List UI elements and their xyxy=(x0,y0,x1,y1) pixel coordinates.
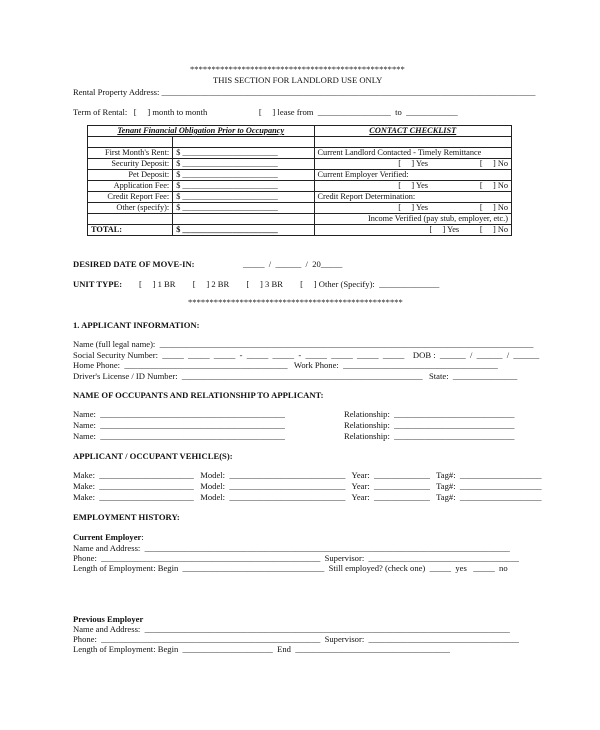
landlord-section-title: THIS SECTION FOR LANDLORD USE ONLY xyxy=(213,75,383,85)
fee-label: Pet Deposit: xyxy=(88,170,173,181)
current-employer-phone-field[interactable]: Phone: ___________________________________________________ Supervisor: ___________________________________ xyxy=(73,553,519,563)
checklist-checkboxes[interactable]: [ ] Yes [ ] No xyxy=(314,181,511,192)
fee-amount-field[interactable]: $ _______________________ xyxy=(173,148,314,159)
table-row xyxy=(88,181,512,192)
previous-employment-length-field[interactable]: Length of Employment: Begin _____________________ End ____________________________________ xyxy=(73,644,450,654)
rental-property-address-field[interactable]: Rental Property Address: _______________________________________________________________________________________ xyxy=(73,87,536,97)
checklist-item: Current Employer Verified: xyxy=(314,170,511,181)
move-in-label: DESIRED DATE OF MOVE-IN: xyxy=(73,259,195,269)
fee-amount-field[interactable]: $ _______________________ xyxy=(173,170,314,181)
table-row xyxy=(88,159,512,170)
occupants-heading: NAME OF OCCUPANTS AND RELATIONSHIP TO APPLICANT: xyxy=(73,390,324,400)
occupant-name-field[interactable]: Name: ___________________________________________ xyxy=(73,420,285,430)
checklist-checkboxes[interactable]: [ ] Yes [ ] No xyxy=(314,159,511,170)
checklist-checkboxes[interactable]: [ ] Yes [ ] No xyxy=(314,225,511,236)
previous-employer-phone-field[interactable]: Phone: ___________________________________________________ Supervisor: ___________________________________ xyxy=(73,634,519,644)
vehicle-row[interactable]: Make: ______________________ Model: ___________________________ Year: _____________ Tag#: ___________________ xyxy=(73,470,542,480)
table-header-row xyxy=(88,126,512,137)
vehicles-heading: APPLICANT / OCCUPANT VEHICLE(S): xyxy=(73,451,233,461)
fee-amount-field[interactable] xyxy=(173,137,314,148)
occupant-relationship-field[interactable]: Relationship: ____________________________ xyxy=(344,409,515,419)
drivers-license-field[interactable]: Driver's License / ID Number: ________________________________________________________ State: _______________ xyxy=(73,371,518,381)
unit-type-label: UNIT TYPE: xyxy=(73,279,123,289)
financial-obligation-table xyxy=(87,125,512,236)
fee-amount-field[interactable]: $ _______________________ xyxy=(173,203,314,214)
checklist-checkboxes[interactable]: [ ] Yes [ ] No xyxy=(314,203,511,214)
table-row xyxy=(88,203,512,214)
fee-label: First Month's Rent: xyxy=(88,148,173,159)
fee-label: Other (specify): xyxy=(88,203,173,214)
move-in-date-field[interactable]: _____ / ______ / 20_____ xyxy=(243,259,343,269)
vehicle-row[interactable]: Make: ______________________ Model: ___________________________ Year: _____________ Tag#: ___________________ xyxy=(73,492,542,502)
stars-divider-mid: ************************************************** xyxy=(188,297,403,307)
vehicle-row[interactable]: Make: ______________________ Model: ___________________________ Year: _____________ Tag#: ___________________ xyxy=(73,481,542,491)
table-row xyxy=(88,214,512,225)
table-row xyxy=(88,170,512,181)
checklist-item: Current Landlord Contacted - Timely Remittance xyxy=(314,148,511,159)
total-amount-field[interactable]: $ _______________________ xyxy=(173,225,314,236)
checklist-item: Credit Report Determination: xyxy=(314,192,511,203)
occupant-name-field[interactable]: Name: ___________________________________________ xyxy=(73,431,285,441)
stars-divider-top: ************************************************** xyxy=(190,64,405,74)
total-label: TOTAL: xyxy=(88,225,173,236)
ssn-dob-field[interactable]: Social Security Number: _____ _____ _____ - _____ _____ - _____ _____ _____ _____ DOB : ______ / ______ / ______ xyxy=(73,350,540,360)
current-employer-label: Current Employer xyxy=(73,532,142,542)
fee-amount-field[interactable]: $ _______________________ xyxy=(173,192,314,203)
fee-amount-field[interactable]: $ _______________________ xyxy=(173,181,314,192)
fee-label xyxy=(88,137,173,148)
occupant-relationship-field[interactable]: Relationship: ____________________________ xyxy=(344,420,515,430)
table-row xyxy=(88,192,512,203)
fee-label: Security Deposit: xyxy=(88,159,173,170)
checklist-item: Income Verified (pay stub, employer, etc.) xyxy=(314,214,511,225)
occupant-name-field[interactable]: Name: ___________________________________________ xyxy=(73,409,285,419)
table-row xyxy=(88,148,512,159)
employment-heading: EMPLOYMENT HISTORY: xyxy=(73,512,180,522)
occupant-relationship-field[interactable]: Relationship: ____________________________ xyxy=(344,431,515,441)
full-name-field[interactable]: Name (full legal name): _______________________________________________________________________________________ xyxy=(73,339,534,349)
contact-checklist-header: CONTACT CHECKLIST xyxy=(314,126,511,137)
fee-label: Credit Report Fee: xyxy=(88,192,173,203)
financial-obligation-header: Tenant Financial Obligation Prior to Occupancy xyxy=(88,126,315,137)
current-employment-length-field[interactable]: Length of Employment: Begin _________________________________ Still employed? (check one) _____ yes _____ no xyxy=(73,563,508,573)
fee-label xyxy=(88,214,173,225)
current-employer-title xyxy=(73,532,144,543)
current-employer-colon: : xyxy=(141,532,144,542)
applicant-info-heading: 1. APPLICANT INFORMATION: xyxy=(73,320,200,330)
table-row-total xyxy=(88,225,512,236)
previous-employer-name-field[interactable]: Name and Address: _____________________________________________________________________________________ xyxy=(73,624,510,634)
fee-amount-field[interactable] xyxy=(173,214,314,225)
phone-field[interactable]: Home Phone: ______________________________________ Work Phone: ____________________________________ xyxy=(73,360,498,370)
previous-employer-title: Previous Employer xyxy=(73,614,144,624)
current-employer-name-field[interactable]: Name and Address: _____________________________________________________________________________________ xyxy=(73,543,510,553)
term-of-rental-field[interactable]: Term of Rental: [ ] month to month [ ] lease from _________________ to ____________ xyxy=(73,107,458,117)
fee-amount-field[interactable]: $ _______________________ xyxy=(173,159,314,170)
unit-type-options[interactable]: [ ] 1 BR [ ] 2 BR [ ] 3 BR [ ] Other (Specify): ______________ xyxy=(139,279,440,289)
checklist-item xyxy=(314,137,511,148)
table-row xyxy=(88,137,512,148)
fee-label: Application Fee: xyxy=(88,181,173,192)
